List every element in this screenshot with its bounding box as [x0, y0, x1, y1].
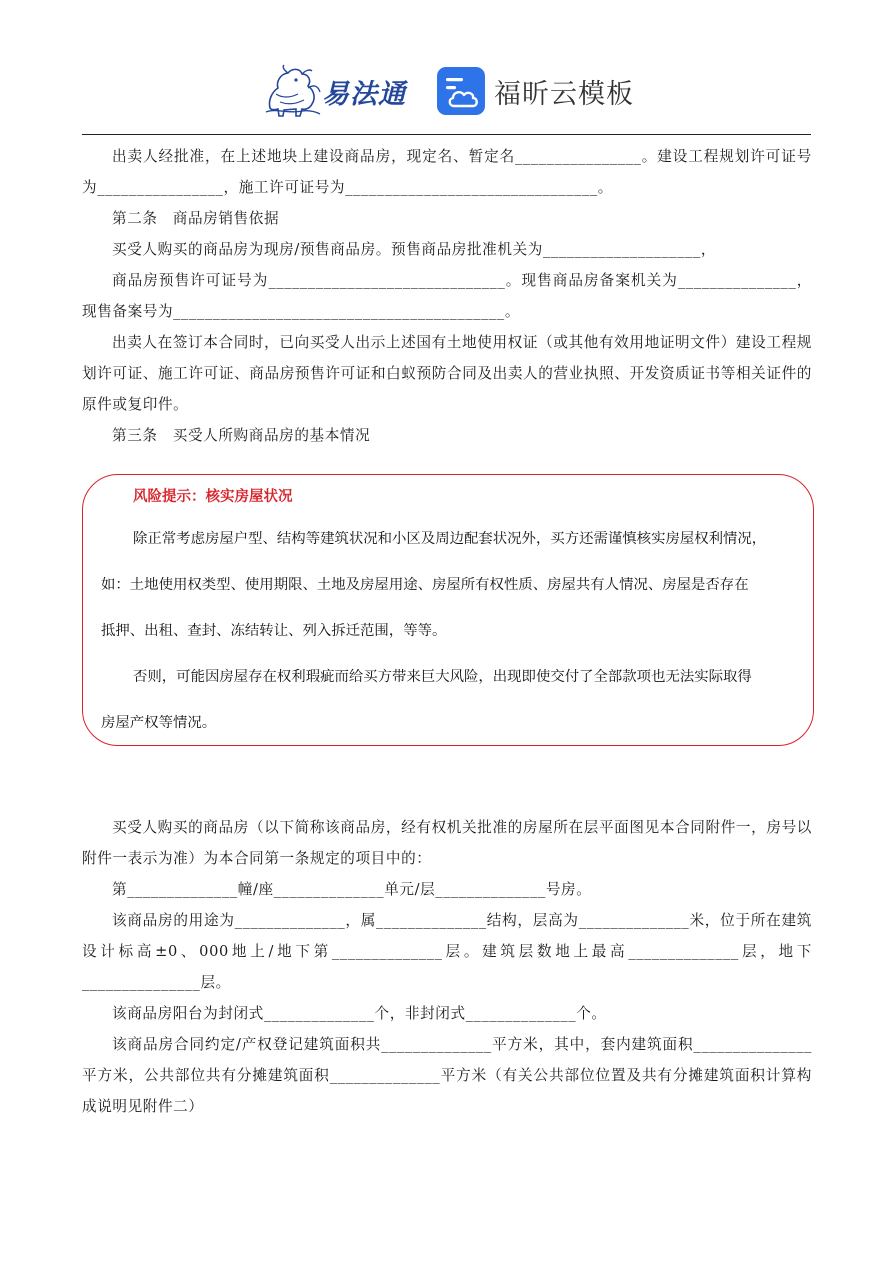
foxit-cloud-icon	[437, 67, 485, 115]
qilin-icon	[262, 64, 324, 118]
paragraph-area: 该商品房合同约定/产权登记建筑面积共______________平方米，其中，套内建筑面积_______________平方米，公共部位共有分摊建筑面积______________平方米（有关公共部位位置及共有分摊建筑面积计算构成说明见附件二）	[82, 1036, 812, 1115]
paragraph-documents-shown: 出卖人在签订本合同时，已向买受人出示上述国有土地使用权证（或其他有效用地证明文件）建设工程规划许可证、施工许可证、商品房预售许可证和白蚁预防合同及出卖人的营业执照、开发资质证书等相关证件的原件或复印件。	[82, 334, 812, 413]
page-header	[0, 60, 893, 124]
paragraph-presale-authority: 买受人购买的商品房为现房/预售商品房。预售商品房批准机关为____________________，	[112, 241, 717, 258]
contract-body-top	[82, 141, 812, 451]
risk-title: 风险提示：核实房屋状况	[133, 489, 293, 505]
risk-line: 否则，可能因房屋存在权利瑕疵而给买方带来巨大风险，出现即使交付了全部款项也无法实际取得	[133, 669, 752, 685]
logo1-text: 易法通	[322, 79, 406, 110]
paragraph-house-description: 买受人购买的商品房（以下简称该商品房，经有权机关批准的房屋所在层平面图见本合同附件一，房号以附件一表示为准）为本合同第一条规定的项目中的：	[82, 819, 812, 867]
paragraph-project-name: 出卖人经批准，在上述地块上建设商品房，现定名、暂定名________________。建设工程规划许可证号为________________，施工许可证号为________________________________。	[82, 148, 812, 196]
logo2-text: 福昕云模板	[494, 79, 634, 110]
paragraph-presale-permit: 商品房预售许可证号为______________________________。现售商品房备案机关为_______________，现售备案号为__________________________________________。	[82, 272, 812, 320]
article-2-heading: 第二条 商品房销售依据	[112, 210, 280, 227]
paragraph-house-number: 第______________幢/座______________单元/层______________号房。	[112, 881, 592, 898]
risk-line: 如：土地使用权类型、使用期限、土地及房屋用途、房屋所有权性质、房屋共有人情况、房屋是否存在	[101, 577, 749, 593]
risk-line: 除正常考虑房屋户型、结构等建筑状况和小区及周边配套状况外，买方还需谨慎核实房屋权利情况，	[133, 531, 767, 547]
risk-body	[101, 516, 813, 746]
header-divider	[82, 134, 811, 135]
paragraph-house-use: 该商品房的用途为______________，属______________结构，层高为______________米，位于所在建筑设计标高±0、000地上/地下第______________层。建筑层数地上最高______________层，地下_______________层。	[82, 912, 812, 991]
risk-warning-box	[82, 474, 814, 746]
contract-body-bottom	[82, 812, 812, 1122]
paragraph-balcony: 该商品房阳台为封闭式______________个，非封闭式______________个。	[112, 1005, 607, 1022]
article-3-heading: 第三条 买受人所购商品房的基本情况	[112, 427, 371, 444]
risk-line: 抵押、出租、查封、冻结转让、列入拆迁范围，等等。	[101, 623, 447, 639]
risk-line: 房屋产权等情况。	[101, 715, 217, 731]
yifatong-logo	[262, 64, 412, 118]
